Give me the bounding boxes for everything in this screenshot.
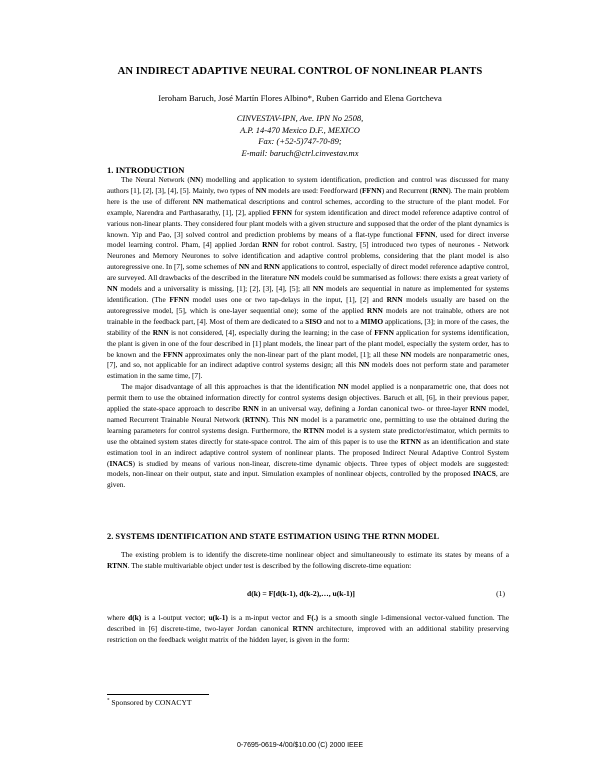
equation: d(k) = F[d(k-1), d(k-2),…, u(k-1)] [247,589,355,598]
paragraph: The major disadvantage of all this approaches is that the identification NN model applied is a nonparametric one, that does not permit them to use the obtained information directly for control systems design objectives. Baruch et all, [6], in their previous paper, applied the state-space approach to describe RNN in an universal way, defining a Jordan canonical two- or three-layer RNN model, named Recurrent Trainable Neural Network (RTNN). This NN model is a parametric one, permitting to use the obtained during the learning parameters for control systems design. Furthermore, the RTNN model is a system state predictor/estimator, which permits to use the obtained system states directly for state-space control. The aim of this paper is to use the RTNN as an identification and state estimation tool in an indirect adaptive control system of nonlinear plants. The proposed Indirect Neural Adaptive Control System (INACS) is studied by means of various non-linear, discrete-time dynamic objects. Three types of object models are suggested: models, non-linear on their output, state and input. Simulation examples of nonlinear objects, controlled by the proposed INACS, are given. [107,382,510,490]
introduction-body [107,175,509,491]
paragraph: The existing problem is to identify the discrete-time nonlinear object and simultaneously to estimate its states by means of a RTNN. The stable multivariable object under test is described by the following discrete-time equation: [107,550,509,570]
affiliation-block [0,113,600,160]
footnote-text: Sponsored by CONACYT [111,698,192,707]
copyright-footer: 0-7695-0619-4/00/$10.00 (C) 2000 IEEE [236,742,364,749]
equation-number: (1) [496,589,505,598]
author-list: Ieroham Baruch, José Martín Flores Albino*, Ruben Garrido and Elena Gortcheva [158,93,442,103]
affiliation-line: CINVESTAV-IPN, Ave. IPN No 2508, [236,113,364,123]
footnote-marker: * [107,698,110,704]
section-heading-introduction: 1. INTRODUCTION [107,165,185,175]
affiliation-line: A.P. 14-470 Mexico D.F., MEXICO [240,124,360,135]
paragraph: The Neural Network (NN) modelling and application to system identification, prediction and control was discussed for many authors [1], [2], [3], [4], [5]. Mainly, two types of NN models are used: Feedforward (FFNN) and Recurrent (RNN). The main problem here is the use of different NN mathematical descriptions and control schemes, according to the structure of the plant model. For example, Narendra and Parthasarathy, [1], [2], applied FFNN for system identification and direct model reference adaptive control of various non-linear plants. They considered four plant models with a given structure and supposed that the order of the plant dynamics is known. Yip and Pao, [3] solved control and prediction problems by means of a flat-type functional FFNN, used for direct inverse model learning control. Pham, [4] applied Jordan RNN for robot control. Sastry, [5] introduced two types of neurones - Network Neurones and Memory Neurones to solve identification and adaptive control problems, considering that the plant model is also autoregressive one. In [7], some schemes of NN and RNN applications to control, especially of direct model reference adaptive control, are surveyed. All drawbacks of the described in the literature NN models could be summarised as follows: there exists a great variety of NN models and a universality is missing, [1]; [2], [3], [4], [5]; all NN models are sequential in nature as implemented for systems identification. (The FFNN model uses one or two tap-delays in the input, [1], [2] and RNN models usually are based on the autoregressive model, [5], which is one-layer sequential one); some of the applied RNN models are not trainable, others are not trainable in the feedback part, [4]. Most of them are dedicated to a SISO and not to a MIMO applications, [3]; in more of the cases, the stability of the RNN is not considered, [4], especially during the learning; in the case of FFNN application for systems identification, the plant is given in one of the four described in [1] plant models, the linear part of the plant model, especially the system order, has to be known and the FFNN approximates only the non-linear part of the plant model, [1]; all these NN models are nonparametric ones, [7], and so, not applicable for an indirect adaptive control systems design; all this NN models does not perform state and parameter estimation in the same time, [7]. [107,175,509,381]
affiliation-line: Fax: (+52-5)747-70-89; [258,136,342,147]
paper-title: AN INDIRECT ADAPTIVE NEURAL CONTROL OF NONLINEAR PLANTS [117,66,483,77]
affiliation-email: E-mail: baruch@ctrl.cinvestav.mx [241,148,359,159]
footnote-divider [107,694,209,695]
paragraph: where d(k) is a l-output vector; u(k-1) is a m-input vector and F(.) is a smooth single l-dimensional vector-valued function. The described in [6] discrete-time, two-layer Jordan canonical RTNN architecture, improved with an additional stability preserving restriction on the feedback weight matrix of the hidden layer, is given in the form: [107,613,509,644]
footnote [107,698,192,707]
section-heading-identification: 2. SYSTEMS IDENTIFICATION AND STATE ESTIMATION USING THE RTNN MODEL [107,532,440,541]
